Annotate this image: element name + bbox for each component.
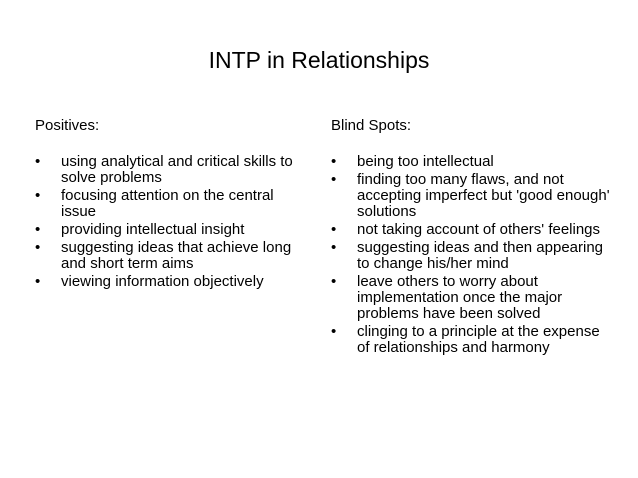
- list-item-text: providing intellectual insight: [61, 221, 245, 238]
- bullet-icon: •: [35, 153, 41, 170]
- blind-spots-column: [331, 117, 616, 358]
- list-item-text: clinging to a principle at the expense of relationships and harmony: [357, 323, 600, 356]
- list-item: [331, 154, 616, 170]
- bullet-icon: •: [35, 239, 41, 256]
- bullet-icon: •: [331, 221, 337, 238]
- list-item: [331, 222, 616, 238]
- positives-list: [35, 154, 307, 290]
- list-item-text: using analytical and critical skills to solve problems: [61, 153, 293, 186]
- list-item: [35, 240, 307, 272]
- bullet-icon: •: [331, 153, 337, 170]
- blind-spots-list: [331, 154, 616, 356]
- bullet-icon: •: [331, 323, 337, 340]
- bullet-icon: •: [35, 221, 41, 238]
- list-item-text: finding too many flaws, and not accepting imperfect but 'good enough' solutions: [357, 171, 610, 220]
- list-item: [331, 324, 616, 356]
- list-item: [35, 154, 307, 186]
- bullet-icon: •: [35, 187, 41, 204]
- list-item-text: suggesting ideas that achieve long and short term aims: [61, 239, 292, 272]
- list-item-text: not taking account of others' feelings: [357, 221, 601, 238]
- list-item-text: leave others to worry about implementation once the major problems have been solved: [357, 273, 563, 322]
- bullet-icon: •: [331, 273, 337, 290]
- bullet-icon: •: [331, 171, 337, 188]
- bullet-icon: •: [35, 273, 41, 290]
- positives-heading: Positives:: [35, 117, 100, 134]
- blind-spots-heading: Blind Spots:: [331, 117, 412, 134]
- list-item: [331, 274, 616, 322]
- slide-title: INTP in Relationships: [208, 47, 430, 73]
- list-item: [35, 222, 307, 238]
- list-item: [35, 188, 307, 220]
- list-item: [35, 274, 307, 290]
- positives-column: [35, 117, 307, 292]
- bullet-icon: •: [331, 239, 337, 256]
- list-item: [331, 172, 616, 220]
- list-item-text: viewing information objectively: [61, 273, 264, 290]
- list-item: [331, 240, 616, 272]
- list-item-text: being too intellectual: [357, 153, 494, 170]
- list-item-text: suggesting ideas and then appearing to change his/her mind: [357, 239, 604, 272]
- list-item-text: focusing attention on the central issue: [61, 187, 274, 220]
